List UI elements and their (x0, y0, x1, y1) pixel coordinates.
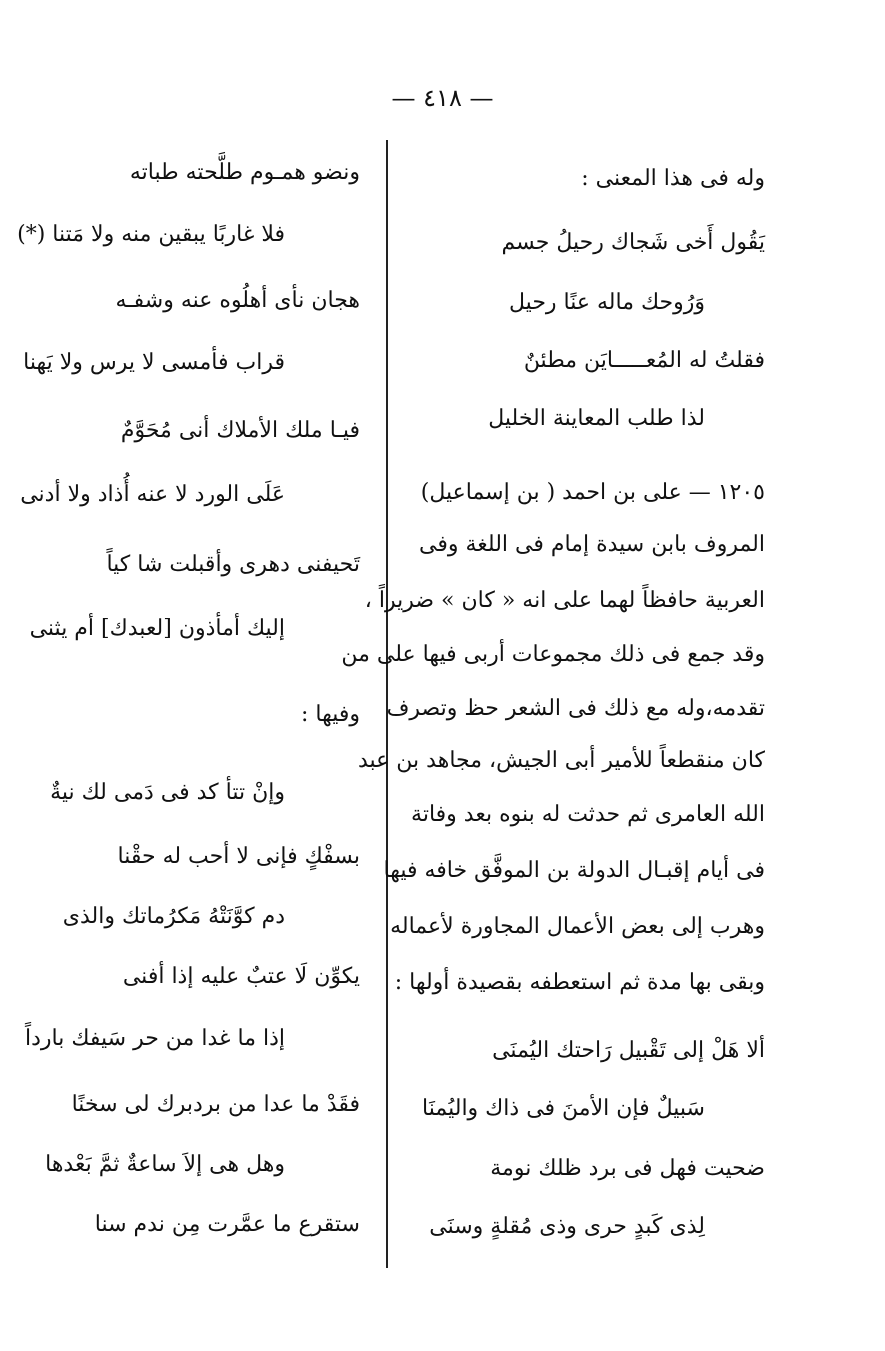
verse-line: وَرُوحك ماله عنًا رحيل (509, 290, 705, 315)
verse-line: ألا هَلْ إلى تَقْبيل رَاحتك اليُمنَى (492, 1038, 765, 1063)
text-line: العربية حافظاً لهما على انه « كان » ضريراً ، (364, 588, 765, 613)
text-line: المروف بابن سيدة إمام فى اللغة وفى (419, 532, 765, 557)
text-line: وهرب إلى بعض الأعمال المجاورة لأعماله (390, 914, 765, 939)
verse-line: وهل هى إلاَ ساعةٌ ثمَّ بَعْدها (45, 1152, 285, 1177)
text-line: فى أيام إقبـال الدولة بن الموفَّق خافه فيها (383, 858, 765, 883)
verse-line: لِذى كَبدٍ حرى وذى مُقلةٍ وسنَى (429, 1214, 705, 1239)
verse-line: بسفْكٍ فإنى لا أحب له حقْنا (117, 844, 360, 869)
verse-line: هجان نأى أهلُوه عنه وشفـه (115, 288, 360, 313)
verse-line: يكوِّن لَا عتبٌ عليه إذا أفنى (122, 964, 360, 989)
verse-line: فقَدْ ما عدا من بردبرك لى سخنًا (71, 1092, 360, 1117)
verse-line: إليك أمأذون [لعبدك] أم يثنى (29, 616, 285, 641)
verse-line: إذا ما غدا من حر سَيفك بارداً (24, 1026, 285, 1051)
text-line: الله العامرى ثم حدثت له بنوه بعد وفاتة (411, 802, 765, 827)
page-number: — ٤١٨ — (391, 84, 494, 112)
verse-line: دم كوَّنَتْهُ مَكرُماتك والذى (62, 904, 285, 929)
verse-line: سَبيلٌ فإن الأمنَ فى ذاك واليُمنَا (422, 1096, 705, 1121)
verse-line: فيـا ملك الأملاك أنى مُحَوَّمٌ (120, 418, 360, 443)
verse-line: لذا طلب المعاينة الخليل (488, 406, 705, 431)
verse-line: وإنْ تتأ كد فى دَمى لك نيةٌ (50, 780, 285, 805)
verse-line: فلا غاربًا يبقين منه ولا مَتنا (*) (17, 222, 285, 247)
verse-line: عَلَى الورد لا عنه أُذاد ولا أدنى (20, 482, 285, 507)
section-label: وفيها : (300, 702, 360, 727)
entry-heading: ١٢٠٥ — على بن احمد ( بن إسماعيل) (420, 480, 765, 505)
verse-line: قراب فأمسى لا يرس ولا يَهنا (23, 350, 285, 375)
text-line: كان منقطعاً للأمير أبى الجيش، مجاهد بن عبد (358, 748, 765, 773)
verse-line: فقلتُ له المُعـــــايَن مطئنٌ (523, 348, 765, 373)
text-line: وبقى بها مدة ثم استعطفه بقصيدة أولها : (394, 970, 765, 995)
text-line: وله فى هذا المعنى : (581, 166, 765, 191)
verse-line: يَقُول أَخى شَجاك رحيلُ جسم (501, 230, 765, 255)
verse-line: تَحيفنى دهرى وأقبلت شا كياً (106, 552, 360, 577)
text-line: وقد جمع فى ذلك مجموعات أربى فيها على من (341, 642, 765, 667)
text-line: تقدمه،وله مع ذلك فى الشعر حظ وتصرف (386, 696, 765, 721)
verse-line: ضحيت فهل فى برد ظلك نومة (490, 1156, 765, 1181)
verse-line: ستقرع ما عمَّرت مِن ندم سنا (94, 1212, 360, 1237)
verse-line: ونضو همـوم طلَّحته طباته (129, 160, 360, 185)
